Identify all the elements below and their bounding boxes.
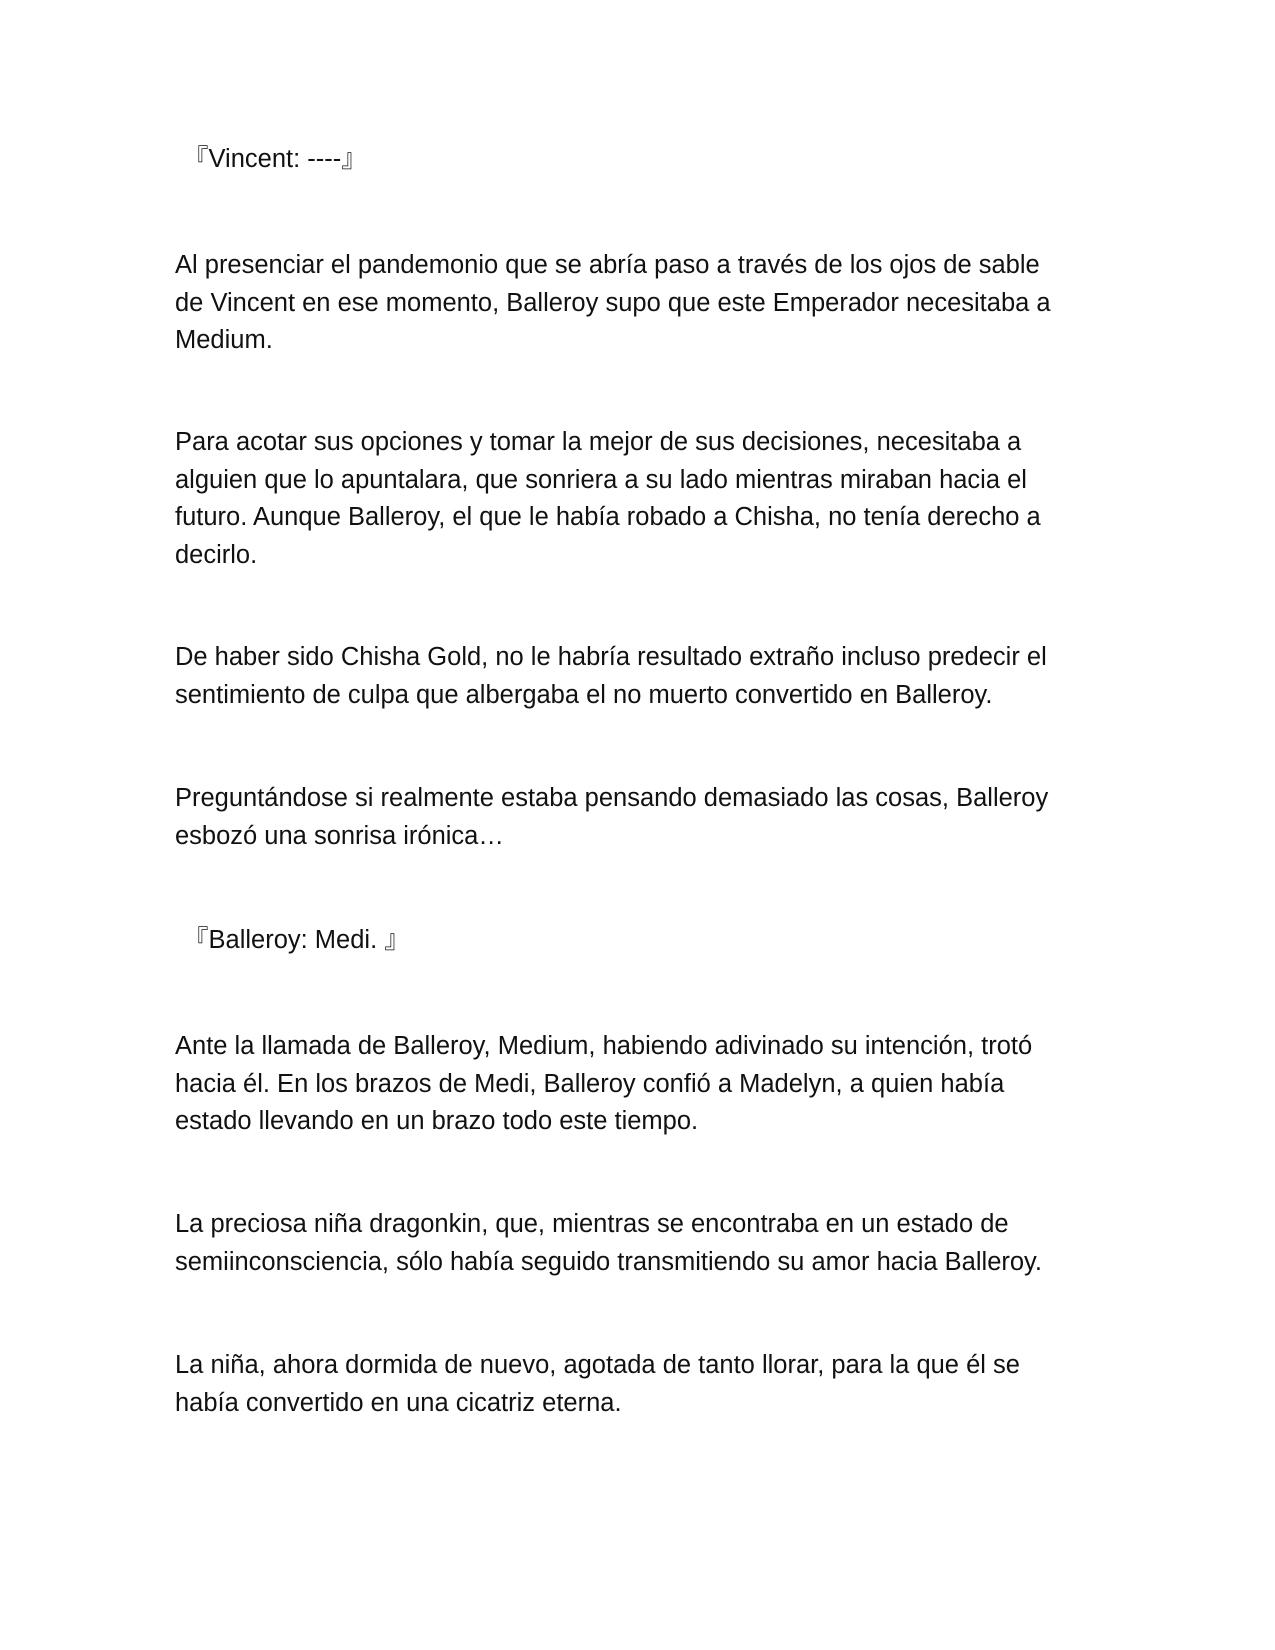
paragraph-1: Al presenciar el pandemonio que se abría paso a través de los ojos de sable de Vincent en ese momento, Balleroy supo que este Emperador necesitaba a Medium. [175, 251, 1051, 354]
paragraph-5: Ante la llamada de Balleroy, Medium, habiendo adivinado su intención, trotó hacia él. En los brazos de Medi, Balleroy confió a Madelyn, a quien había estado llevando en un brazo todo este tiempo. [175, 1032, 1033, 1135]
paragraph-2: Para acotar sus opciones y tomar la mejor de sus decisiones, necesitaba a alguien que lo apuntalara, que sonriera a su lado mientras miraban hacia el futuro. Aunque Balleroy, el que le había robado a Chisha, no tenía derecho a decirlo. [175, 428, 1041, 569]
dialogue-line-balleroy: 『Balleroy: Medi. 』 [183, 926, 410, 954]
paragraph-7: La niña, ahora dormida de nuevo, agotada de tanto llorar, para la que él se había convertido en una cicatriz eterna. [175, 1351, 1020, 1417]
dialogue-line-vincent: 『Vincent: ----』 [183, 145, 367, 173]
paragraph-4: Preguntándose si realmente estaba pensando demasiado las cosas, Balleroy esbozó una sonrisa irónica… [175, 784, 1049, 850]
paragraph-3: De haber sido Chisha Gold, no le habría resultado extraño incluso predecir el sentimiento de culpa que albergaba el no muerto convertido en Balleroy. [175, 643, 1047, 709]
paragraph-6: La preciosa niña dragonkin, que, mientras se encontraba en un estado de semiinconsciencia, sólo había seguido transmitiendo su amor hacia Balleroy. [175, 1210, 1042, 1276]
